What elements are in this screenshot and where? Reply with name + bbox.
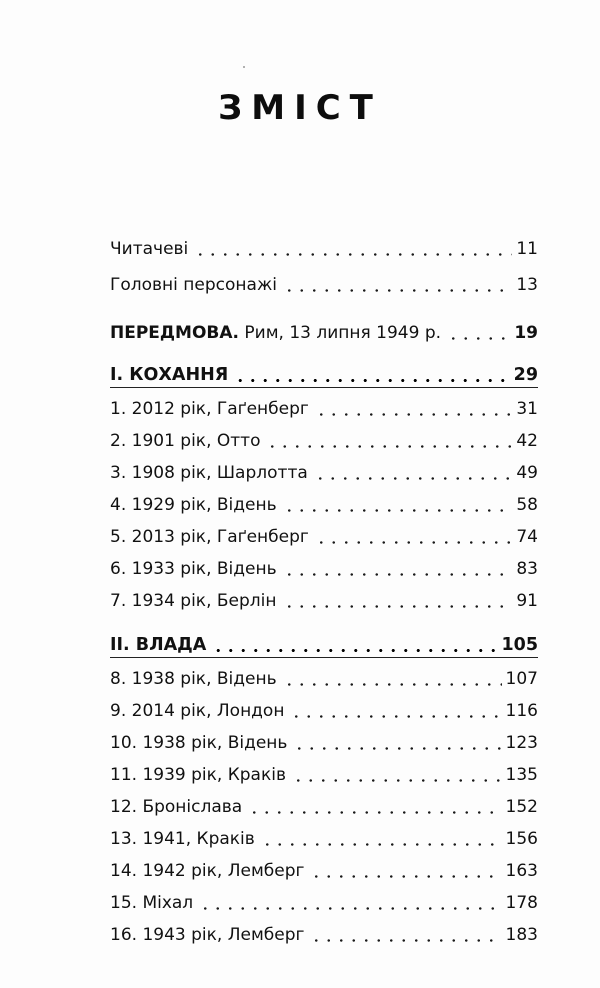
toc-entry-page: 152 xyxy=(505,797,538,817)
toc-entry-page: 163 xyxy=(505,861,538,881)
dot-leader xyxy=(261,843,502,846)
dot-leader xyxy=(283,509,513,512)
dot-leader xyxy=(283,683,502,686)
toc-entry-page: 83 xyxy=(516,559,538,579)
part-divider xyxy=(110,657,538,658)
toc-entry-label: 11. 1939 рік, Краків xyxy=(110,765,286,785)
dot-leader xyxy=(310,939,501,942)
toc-entry-15[interactable] xyxy=(110,884,538,914)
toc-entry-reader[interactable] xyxy=(110,230,538,260)
toc-entry-label: 1. 2012 рік, Гаґенберг xyxy=(110,399,309,419)
toc-entry-page: 183 xyxy=(505,925,538,945)
toc-entry-page: 178 xyxy=(505,893,538,913)
toc-entry-page: 135 xyxy=(505,765,538,785)
toc-entry-8[interactable] xyxy=(110,660,538,690)
toc-entry-label: 8. 1938 рік, Відень xyxy=(110,669,277,689)
toc-entry-label xyxy=(110,322,441,344)
part-divider xyxy=(110,387,538,388)
toc-entry-label: Читачеві xyxy=(110,239,189,259)
toc-entry-7[interactable] xyxy=(110,582,538,612)
dot-leader xyxy=(283,573,513,576)
toc-entry-label: 6. 1933 рік, Відень xyxy=(110,559,277,579)
toc-entry-16[interactable] xyxy=(110,916,538,946)
toc-entry-label: 2. 1901 рік, Отто xyxy=(110,431,261,451)
dot-leader xyxy=(292,779,502,782)
toc-entry-6[interactable] xyxy=(110,550,538,580)
toc-entry-1[interactable] xyxy=(110,390,538,420)
dot-leader xyxy=(194,253,512,256)
toc-entry-9[interactable] xyxy=(110,692,538,722)
toc-entry-page: 123 xyxy=(505,733,538,753)
toc-entry-3[interactable] xyxy=(110,454,538,484)
toc-part-page: 29 xyxy=(513,365,538,385)
print-speck xyxy=(243,66,245,68)
toc-entry-preface[interactable] xyxy=(110,314,538,344)
toc-entry-page: 49 xyxy=(516,463,538,483)
dot-leader xyxy=(447,337,510,340)
toc-entry-4[interactable] xyxy=(110,486,538,516)
toc-part-label: I. КОХАННЯ xyxy=(110,365,229,385)
toc-entry-page: 116 xyxy=(505,701,538,721)
toc-entry-label: 4. 1929 рік, Відень xyxy=(110,495,277,515)
dot-leader xyxy=(315,541,513,544)
toc-entry-page: 74 xyxy=(516,527,538,547)
dot-leader xyxy=(315,413,513,416)
dot-leader xyxy=(314,477,513,480)
toc-part-1[interactable] xyxy=(110,356,538,386)
toc-entry-label: 9. 2014 рік, Лондон xyxy=(110,701,285,721)
toc-entry-page: 91 xyxy=(516,591,538,611)
toc-entry-11[interactable] xyxy=(110,756,538,786)
toc-entry-12[interactable] xyxy=(110,788,538,818)
toc-entry-page: 11 xyxy=(516,239,538,259)
toc-entry-14[interactable] xyxy=(110,852,538,882)
toc-entry-label: Головні персонажі xyxy=(110,275,277,295)
dot-leader xyxy=(212,649,497,652)
toc-entry-page: 19 xyxy=(514,323,538,343)
toc-entry-label: 12. Броніслава xyxy=(110,797,243,817)
dot-leader xyxy=(310,875,501,878)
toc-entry-label: 13. 1941, Краків xyxy=(110,829,255,849)
toc-entry-label: 3. 1908 рік, Шарлотта xyxy=(110,463,308,483)
toc-entry-label: 15. Міхал xyxy=(110,893,194,913)
dot-leader xyxy=(199,907,501,910)
toc-entry-page: 31 xyxy=(516,399,538,419)
toc-title: ЗМІСТ xyxy=(218,88,382,128)
toc-entry-label: 5. 2013 рік, Гаґенберг xyxy=(110,527,309,547)
preface-bold: ПЕРЕДМОВА. xyxy=(110,323,239,343)
toc-entry-page: 13 xyxy=(516,275,538,295)
toc-entry-10[interactable] xyxy=(110,724,538,754)
dot-leader xyxy=(234,379,509,382)
toc-entry-label: 10. 1938 рік, Відень xyxy=(110,733,288,753)
toc-entry-13[interactable] xyxy=(110,820,538,850)
toc-part-label: II. ВЛАДА xyxy=(110,635,207,655)
dot-leader xyxy=(283,289,512,292)
toc-entry-page: 156 xyxy=(505,829,538,849)
toc-entry-label: 14. 1942 рік, Лемберг xyxy=(110,861,305,881)
toc-part-page: 105 xyxy=(501,635,538,655)
toc-entry-page: 58 xyxy=(516,495,538,515)
dot-leader xyxy=(293,747,501,750)
dot-leader xyxy=(283,605,513,608)
dot-leader xyxy=(248,811,501,814)
toc-entry-characters[interactable] xyxy=(110,266,538,296)
preface-rest: Рим, 13 липня 1949 р. xyxy=(239,323,442,343)
toc-part-2[interactable] xyxy=(110,626,538,656)
dot-leader xyxy=(290,715,501,718)
toc-entry-label: 16. 1943 рік, Лемберг xyxy=(110,925,305,945)
toc-entry-label: 7. 1934 рік, Берлін xyxy=(110,591,277,611)
toc-entry-5[interactable] xyxy=(110,518,538,548)
toc-entry-page: 42 xyxy=(516,431,538,451)
toc-entry-2[interactable] xyxy=(110,422,538,452)
toc-entry-page: 107 xyxy=(505,669,538,689)
dot-leader xyxy=(266,445,512,448)
